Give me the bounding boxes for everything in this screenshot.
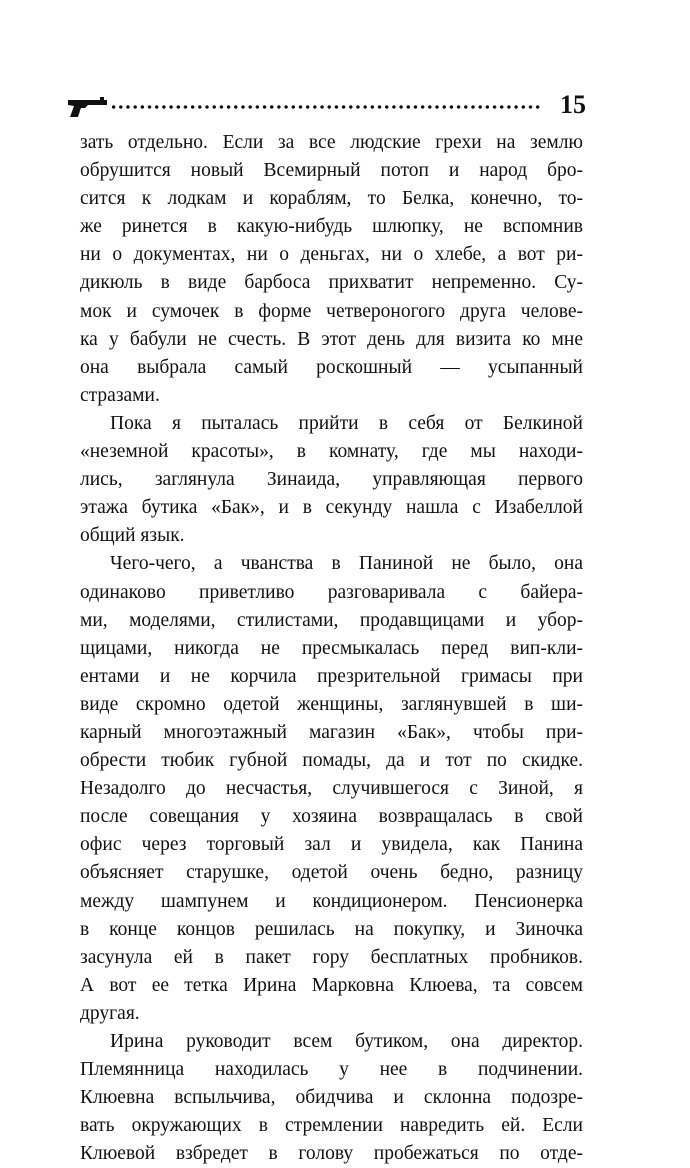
text-line: дикюль в виде барбоса прихватит непременно. Су-	[80, 272, 583, 294]
text-line: она выбрала самый роскошный — усыпанный	[80, 356, 583, 378]
text-line: ми, моделями, стилистами, продавщицами и убор-	[80, 609, 583, 631]
body-text	[80, 129, 583, 1168]
text-line: ентами и не корчила презрительной гримасы при	[80, 665, 583, 687]
text-line: А вот ее тетка Ирина Марковна Клюева, та совсем	[80, 974, 583, 996]
text-line: общий язык.	[80, 525, 185, 547]
text-line: офис через торговый зал и увидела, как Панина	[80, 834, 583, 856]
text-line: ни о документах, ни о деньгах, ни о хлебе, а вот ри-	[80, 244, 583, 266]
text-line: обрушится новый Всемирный потоп и народ бро-	[80, 160, 583, 182]
text-line: объясняет старушке, одетой очень бедно, разницу	[80, 862, 583, 884]
paragraph	[80, 550, 583, 1028]
text-line: щицами, никогда не пресмыкалась перед вип-кли-	[80, 637, 583, 659]
text-line: обрести тюбик губной помады, да и тот по скидке.	[80, 750, 583, 772]
text-line: одинаково приветливо разговаривала с байера-	[80, 581, 583, 603]
text-line: же ринется в какую-нибудь шлюпку, не вспомнив	[80, 216, 583, 238]
text-line: Клюевой взбредет в голову пробежаться по отде-	[80, 1143, 583, 1165]
page-number: 15	[560, 90, 586, 119]
text-line: между шампунем и кондиционером. Пенсионерка	[80, 890, 583, 912]
text-line: мок и сумочек в форме четвероногого друга челове-	[80, 300, 583, 322]
text-line: Чего-чего, а чванства в Паниной не было, она	[110, 553, 583, 575]
text-line: Клюевна вспыльчива, обидчива и склонна подозре-	[80, 1087, 583, 1109]
text-line: зать отдельно. Если за все людские грехи на землю	[80, 132, 583, 153]
running-header	[66, 88, 586, 122]
text-line: в конце концов решилась на покупку, и Зиночка	[80, 918, 583, 940]
paragraph	[80, 410, 583, 550]
text-line: «неземной красоты», в комнату, где мы находи-	[80, 441, 583, 463]
text-line: Племянница находилась у нее в подчинении.	[80, 1059, 583, 1081]
text-line: другая.	[80, 1002, 140, 1024]
paragraph	[80, 129, 583, 410]
text-line: после совещания у хозяина возвращалась в свой	[80, 806, 583, 828]
text-line: виде скромно одетой женщины, заглянувшей в ши-	[80, 693, 583, 715]
text-line: Незадолго до несчастья, случившегося с Зиной, я	[80, 778, 583, 800]
text-line: засунула ей в пакет гору бесплатных пробников.	[80, 946, 583, 968]
text-line: Пока я пыталась прийти в себя от Белкиной	[110, 412, 583, 434]
text-line: карный многоэтажный магазин «Бак», чтобы при-	[80, 721, 583, 743]
text-line: стразами.	[80, 384, 160, 406]
text-line: вать окружающих в стремлении навредить ей. Если	[80, 1115, 583, 1137]
dotted-leader	[110, 104, 542, 110]
text-line: сится к лодкам и кораблям, то Белка, конечно, то-	[80, 188, 583, 210]
revolver-icon	[66, 92, 108, 118]
paragraph	[80, 1028, 583, 1168]
text-line: этажа бутика «Бак», и в секунду нашла с Изабеллой	[80, 497, 583, 519]
text-line: лись, заглянула Зинаида, управляющая первого	[80, 469, 583, 491]
text-line: ка у бабули не счесть. В этот день для визита ко мне	[80, 328, 583, 350]
text-line: Ирина руководит всем бутиком, она директор.	[110, 1031, 583, 1052]
